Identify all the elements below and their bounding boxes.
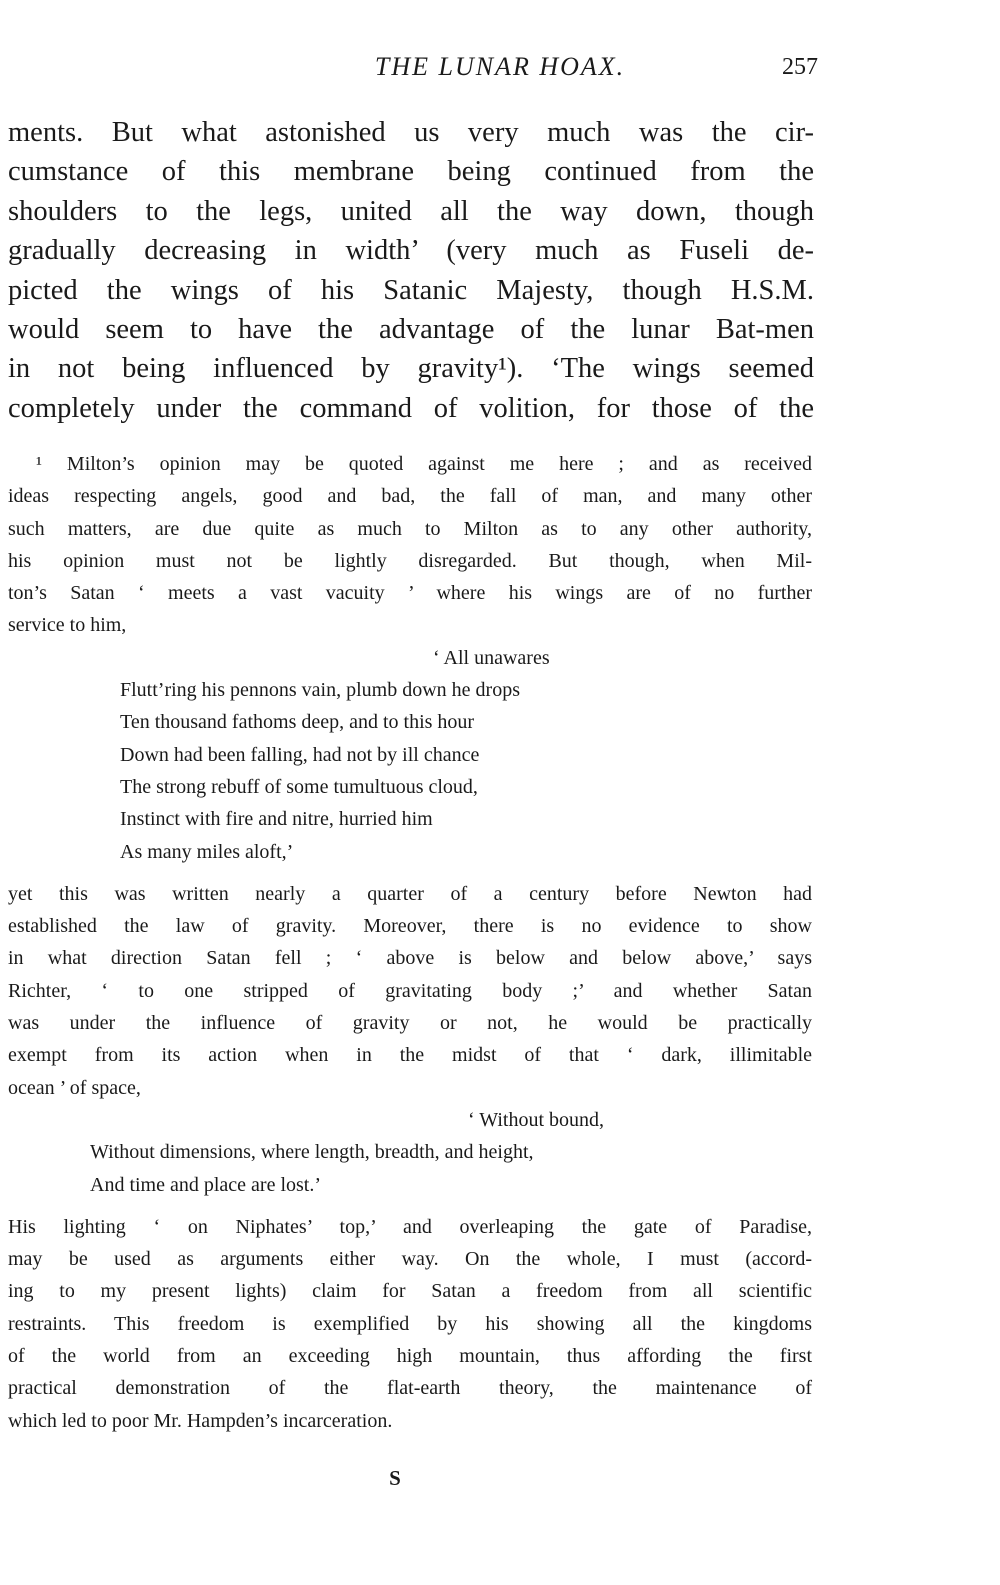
footnote-line: restraints. This freedom is exemplified by his showing all the kingdoms [8, 1312, 812, 1335]
page-number: 257 [782, 54, 818, 80]
footnote-line: ton’s Satan ‘ meets a vast vacuity ’ where his wings are of no further [8, 582, 812, 605]
text-line: completely under the command of volition, for those of the [8, 392, 814, 424]
footnote-line: such matters, are due quite as much to Milton as to any other authority, [8, 517, 812, 540]
footnote-line: ocean ’ of space, [8, 1076, 141, 1099]
verse-line: ‘ All unawares [433, 646, 550, 669]
footnote-line: was under the influence of gravity or not, he would be practically [8, 1012, 812, 1035]
footnote-line: in what direction Satan fell ; ‘ above is below and below above,’ says [8, 947, 812, 970]
footnote-line: which led to poor Mr. Hampden’s incarceration. [8, 1409, 393, 1432]
footnote-line: ing to my present lights) claim for Satan a freedom from all scientific [8, 1280, 812, 1303]
footnote-line: his opinion must not be lightly disregarded. But though, when Mil- [8, 549, 812, 572]
page-header [0, 50, 1000, 90]
footnote-line: exempt from its action when in the midst of that ‘ dark, illimitable [8, 1044, 812, 1067]
footnote-line: yet this was written nearly a quarter of a century before Newton had [8, 882, 812, 905]
footnote-line: ¹ Milton’s opinion may be quoted against me here ; and as received [36, 453, 812, 475]
verse-line: And time and place are lost.’ [90, 1173, 322, 1196]
footnote-line: Richter, ‘ to one stripped of gravitating body ;’ and whether Satan [8, 979, 812, 1002]
footnote-line: service to him, [8, 614, 127, 637]
running-title: THE LUNAR HOAX. [374, 52, 626, 81]
verse-line: ‘ Without bound, [468, 1108, 605, 1131]
footnote-line: may be used as arguments either way. On the whole, I must (accord- [8, 1248, 812, 1271]
verse-line: Ten thousand fathoms deep, and to this hour [120, 711, 475, 734]
text-line: would seem to have the advantage of the lunar Bat-men [8, 314, 814, 346]
text-line: gradually decreasing in width’ (very much as Fuseli de- [8, 235, 814, 267]
text-line: cumstance of this membrane being continued from the [8, 156, 814, 188]
text-line: ments. But what astonished us very much was the cir- [8, 117, 814, 148]
verse-line: Without dimensions, where length, breadth, and height, [90, 1141, 534, 1164]
text-line: shoulders to the legs, united all the way down, though [8, 195, 814, 227]
main-text [8, 113, 814, 428]
footnote-line: His lighting ‘ on Niphates’ top,’ and overleaping the gate of Paradise, [8, 1215, 812, 1238]
signature-mark: S [389, 1466, 401, 1490]
verse-line: As many miles aloft,’ [120, 840, 294, 863]
verse-line: Down had been falling, had not by ill chance [120, 743, 480, 766]
verse-line: Flutt’ring his pennons vain, plumb down he drops [120, 679, 520, 702]
footnote-line: practical demonstration of the flat-earth theory, the maintenance of [8, 1377, 812, 1400]
footnote [8, 448, 812, 1437]
verse-line: Instinct with fire and nitre, hurried him [120, 808, 433, 831]
text-line: in not being influenced by gravity¹). ‘The wings seemed [8, 353, 814, 385]
footnote-line: of the world from an exceeding high mountain, thus affording the first [8, 1345, 812, 1368]
verse-line: The strong rebuff of some tumultuous cloud, [120, 775, 478, 798]
footnote-line: ideas respecting angels, good and bad, the fall of man, and many other [8, 485, 812, 508]
footnote-line: established the law of gravity. Moreover, there is no evidence to show [8, 915, 812, 938]
text-line: picted the wings of his Satanic Majesty, though H.S.M. [8, 274, 814, 306]
